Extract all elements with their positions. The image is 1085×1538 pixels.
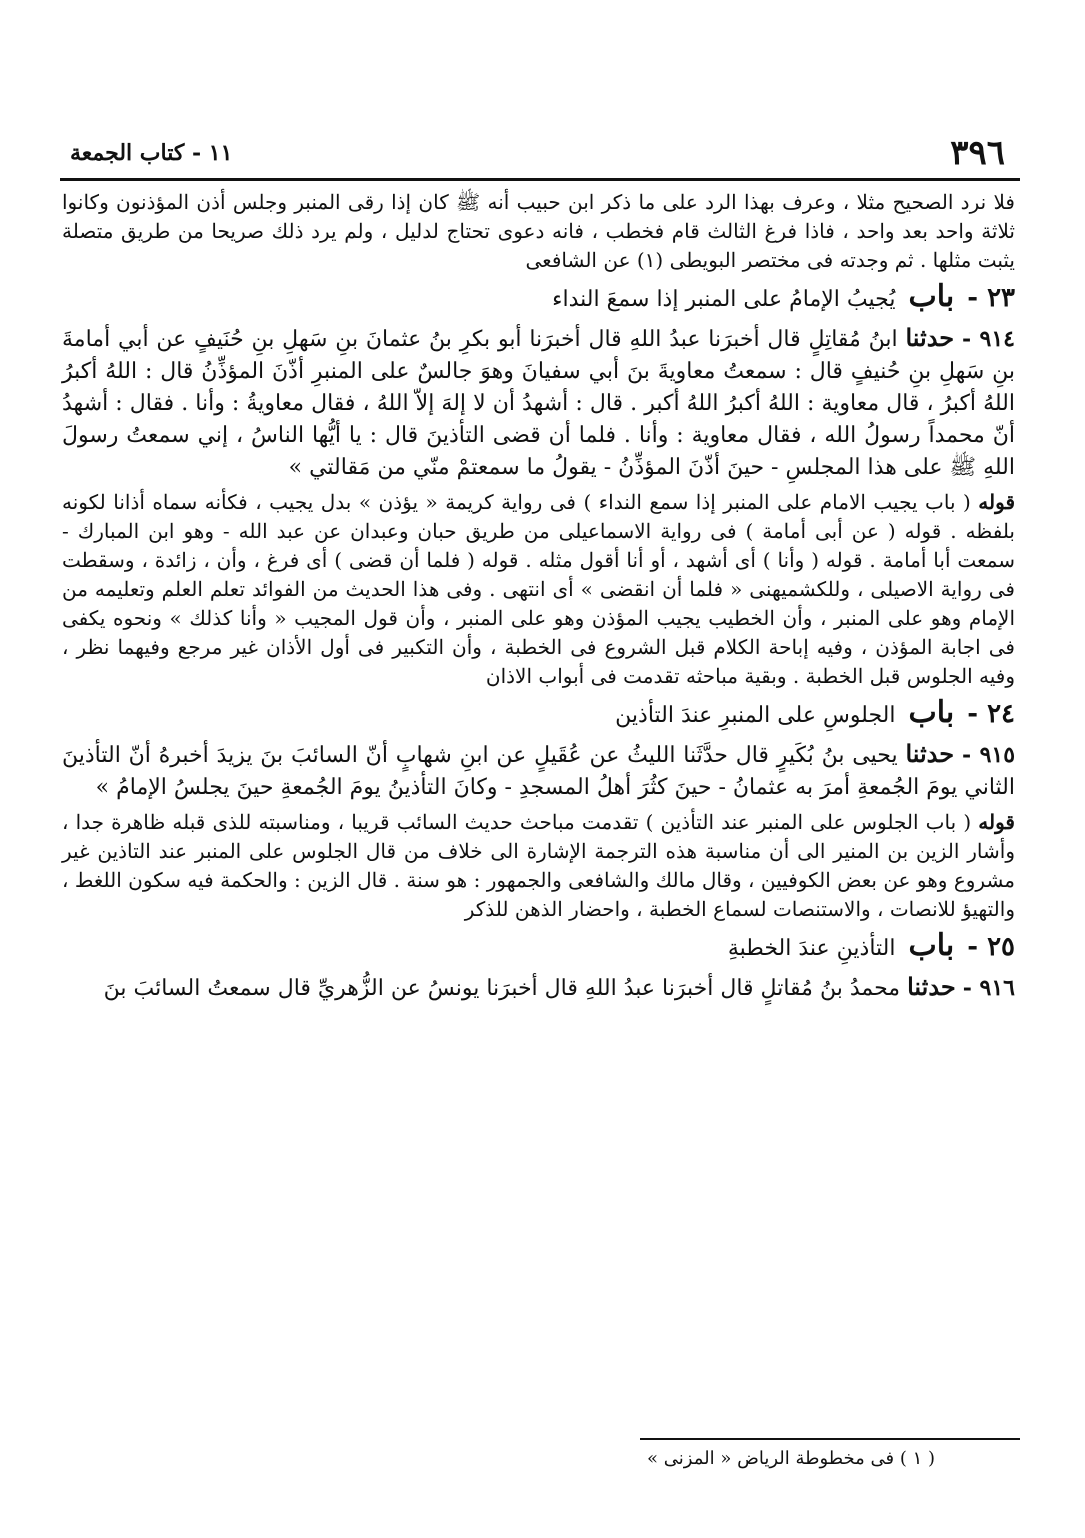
chapter-bab: باب — [908, 928, 955, 963]
running-title: ١١ - كتاب الجمعة — [70, 140, 233, 166]
chapter-number: ٢٤ - — [967, 699, 1015, 729]
qawluhu-label: قوله — [978, 490, 1016, 514]
body-text — [62, 188, 1015, 1009]
hadith-haddathana: حدثنا — [905, 739, 955, 768]
hadith-916 — [62, 971, 1015, 1005]
chapter-number: ٢٥ - — [967, 932, 1015, 962]
hadith-text: محمدُ بنُ مُقاتلٍ قال أخبرَنا عبدُ اللهِ قال أخبرَنا يونسُ عن الزُّهريِّ قال سمعتُ السائبَ بنَ — [103, 976, 901, 1001]
header-rule — [60, 178, 1020, 181]
chapter-heading-23 — [62, 281, 1015, 316]
hadith-914 — [62, 322, 1015, 484]
chapter-title: يُجيبُ الإمامُ على المنبر إذا سمعَ النداء — [552, 287, 896, 312]
chapter-heading-24 — [62, 697, 1015, 732]
intro-paragraph: فلا نرد الصحيح مثلا ، وعرف بهذا الرد على ما ذكر ابن حبيب أنه ﷺ كان إذا رقى المنبر وجلس أذن المؤذنون وكانوا ثلاثة واحد بعد واحد ، فاذا فرغ الثالث قام فخطب ، فانه دعوى تحتاج لدليل ، ولم يرد ذلك صريحا من طريق متصلة يثبت مثلها . ثم وجدته فى مختصر البويطى (١) عن الشافعى — [62, 190, 1015, 272]
hadith-number: ٩١٤ - — [961, 326, 1015, 352]
hadith-number: ٩١٥ - — [961, 742, 1016, 768]
commentary-914 — [62, 488, 1015, 691]
hadith-haddathana: حدثنا — [907, 972, 956, 1001]
hadith-text: يحيى بنُ بُكَيرٍ قال حدَّثَنا الليثُ عن عُقَيلٍ عن ابنِ شهابٍ أنّ السائبَ بنَ يزيدَ أخبرهُ أنّ التأذينَ الثاني يومَ الجُمعةِ أمرَ به عثمانُ - حينَ كثُرَ أهلُ المسجدِ - وكانَ التأذينُ يومَ الجُمعةِ حينَ يجلسُ الإمامُ » — [62, 743, 1015, 800]
commentary-915 — [62, 808, 1015, 924]
commentary-text: ( باب الجلوس على المنبر عند التأذين ) تقدمت مباحث حديث السائب قريبا ، ومناسبته للذى قبله ظاهرة جدا ، وأشار الزين بن المنير الى أن مناسبة هذه الترجمة الإشارة الى خلاف من قال الجلوس على المنبر عند التاذين غير مشروع وهو عن بعض الكوفيين ، وقال مالك والشافعى والجمهور : هو سنة . قال الزين : والحكمة فيه سكون اللغط ، والتهيؤ للانصات ، والاستنصات لسماع الخطبة ، واحضار الذهن للذكر — [62, 810, 1015, 921]
chapter-bab: باب — [908, 695, 955, 730]
qawluhu-label: قوله — [978, 810, 1015, 834]
chapter-title: التأذينِ عندَ الخطبةِ — [727, 936, 896, 961]
commentary-text: ( باب يجيب الامام على المنبر إذا سمع النداء ) فى رواية كريمة « يؤذن » بدل يجيب ، فكأنه سماه أذانا لكونه بلفظه . قوله ( عن أبى أمامة ) فى رواية الاسماعيلى من طريق حبان وعبدان عن عبد الله - وهو ابن المبارك - سمعت أبا أمامة . قوله ( وأنا ) أى أشهد ، أو أنا أقول مثله . قوله ( فلما أن قضى ) أى فرغ ، وأن ، زائدة ، وسقطت فى رواية الاصيلى ، وللكشميهنى « فلما أن انقضى » أى انتهى . وفى هذا الحديث من الفوائد تعلم العلم وتعليمه من الإمام وهو على المنبر ، وأن الخطيب يجيب المؤذن وهو على المنبر ، وأن قول المجيب « وأنا كذلك » ونحوه يكفى فى اجابة المؤذن ، وفيه إباحة الكلام قبل الشروع فى الخطبة ، وأن التكبير فى أول الأذان غير مرجع وفيهما نظر ، وفيه الجلوس قبل الخطبة . وبقية مباحثه تقدمت فى أبواب الاذان — [62, 490, 1016, 688]
chapter-heading-25 — [62, 930, 1015, 965]
hadith-text: ابنُ مُقاتِلٍ قال أخبرَنا عبدُ اللهِ قال أخبرَنا أبو بكرِ بنُ عثمانَ بنِ سَهلِ بنِ حُنَيفٍ عن أبي أمامةَ بنِ سَهلِ بنِ حُنيفٍ قال : سمعتُ معاويةَ بنَ أبي سفيانَ وهوَ جالسٌ على المنبرِ أذّنَ المؤذِّنُ قال : اللهُ أكبرُ اللهُ أكبرُ ، قال معاوية : اللهُ أكبرُ اللهُ أكبر . قال : أشهدُ أن لا إلهَ إلاّ اللهُ ، فقال معاويةُ : وأنا . فقال : أشهدُ أنّ محمداً رسولُ الله ، فقال معاوية : وأنا . فلما أن قضى التأذينَ قال : يا أيُّها الناسُ ، إني سمعتُ رسولَ اللهِ ﷺ على هذا المجلسِ - حينَ أذّنَ المؤذِّنُ - يقولُ ما سمعتمْ منّي من مَقالتي » — [62, 327, 1015, 480]
chapter-title: الجلوسِ على المنبرِ عندَ التأذين — [615, 703, 896, 728]
footnote: ( ١ ) فى مخطوطة الرياض « المزنى » — [647, 1448, 935, 1469]
chapter-number: ٢٣ - — [967, 283, 1015, 313]
hadith-915 — [62, 738, 1015, 804]
footnote-rule — [640, 1438, 1020, 1440]
chapter-bab: باب — [908, 279, 955, 314]
hadith-haddathana: حدثنا — [905, 323, 955, 352]
page-header — [70, 128, 1005, 178]
hadith-number: ٩١٦ - — [962, 975, 1015, 1001]
page-number: ٣٩٦ — [950, 133, 1005, 173]
